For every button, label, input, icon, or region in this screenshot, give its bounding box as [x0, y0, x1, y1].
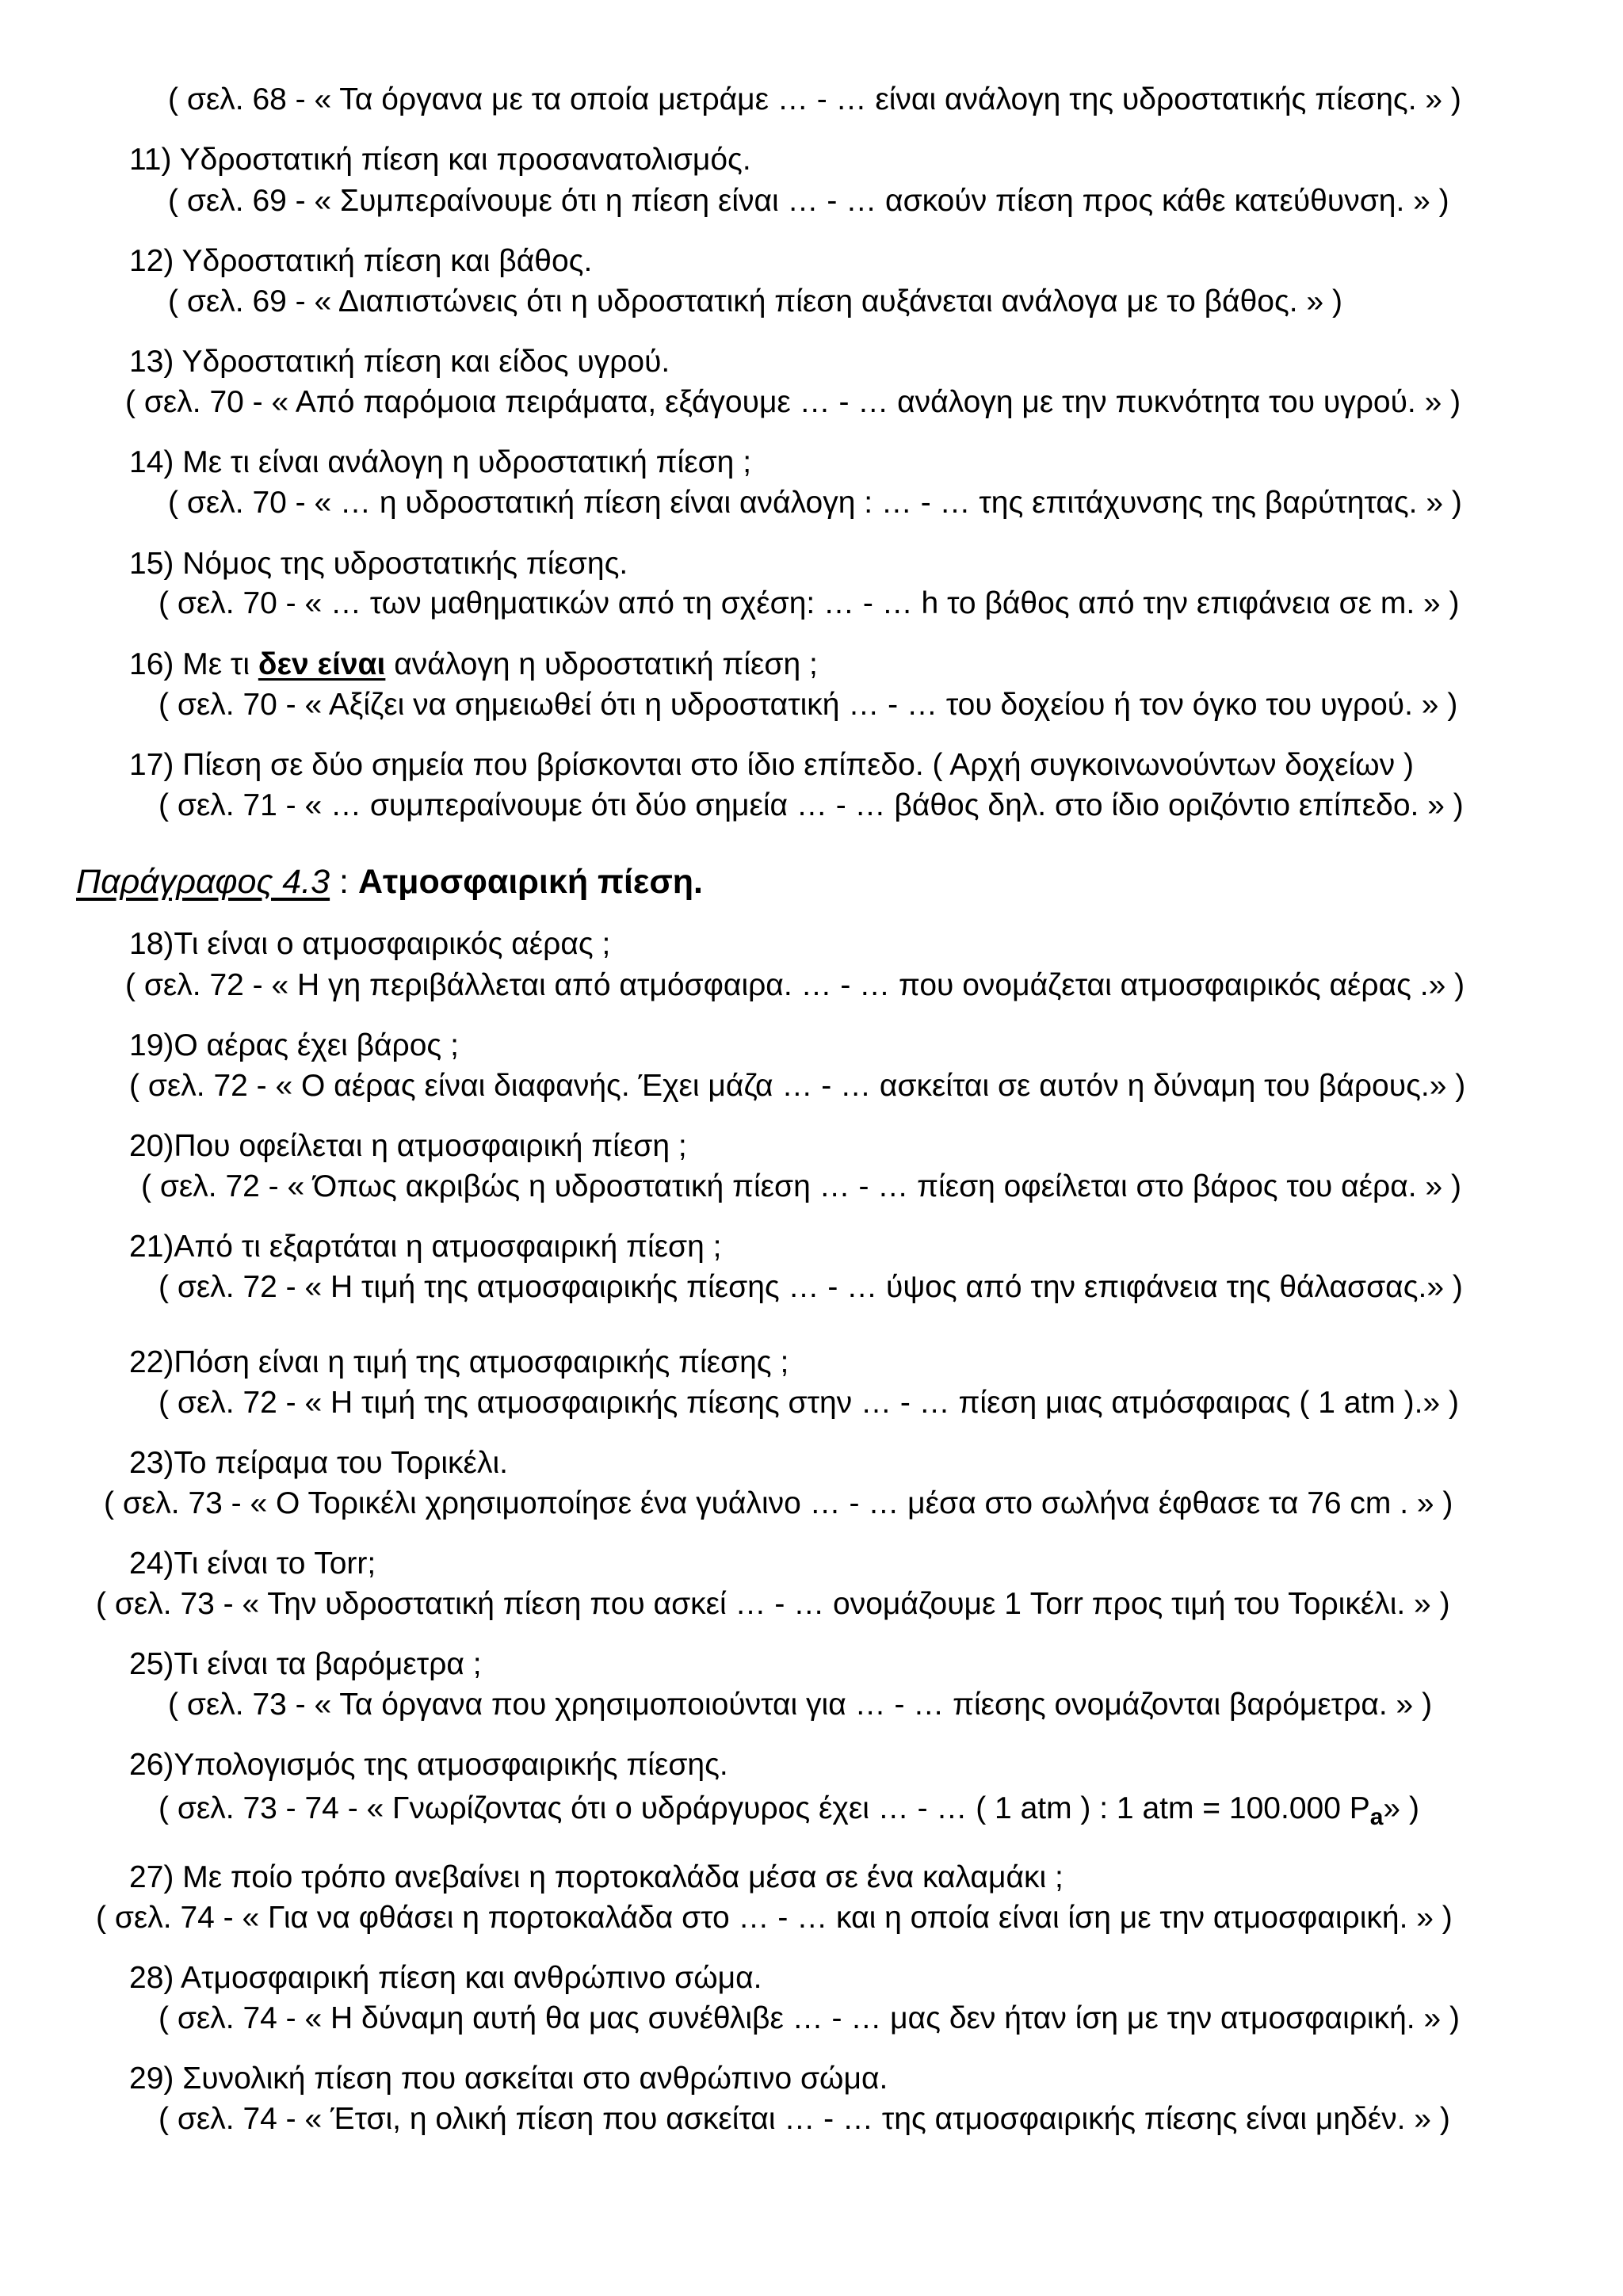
question-11: 11) Υδροστατική πίεση και προσανατολισμός.: [129, 143, 751, 177]
question-16-pre: 16) Με τι: [129, 647, 258, 681]
section-paragraph-number: Παράγραφος 4.3: [76, 863, 330, 901]
section-title: Ατμοσφαιρική πίεση.: [357, 863, 703, 901]
question-26: 26)Υπολογισμός της ατμοσφαιρικής πίεσης.: [129, 1748, 728, 1782]
ref-line-13: ( σελ. 70 - « Από παρόμοια πειράματα, εξάγουμε … - … ανάλογη με την πυκνότητα του υγρού. » ): [125, 385, 1461, 419]
ref-line-16: ( σελ. 70 - « Αξίζει να σημειωθεί ότι η υδροστατική … - … του δοχείου ή τον όγκο του υγρού. » ): [158, 688, 1458, 722]
question-16-post: ανάλογη η υδροστατική πίεση ;: [385, 647, 818, 681]
ref-line-15: ( σελ. 70 - « … των μαθηματικών από τη σχέση: … - … h το βάθος από την επιφάνεια σε m. » ): [158, 586, 1460, 620]
question-27: 27) Με ποίο τρόπο ανεβαίνει η πορτοκαλάδα μέσα σε ένα καλαμάκι ;: [129, 1860, 1064, 1894]
ref-line-12: ( σελ. 69 - « Διαπιστώνεις ότι η υδροστατική πίεση αυξάνεται ανάλογα με το βάθος. » ): [168, 284, 1342, 318]
question-17: 17) Πίεση σε δύο σημεία που βρίσκονται στο ίδιο επίπεδο. ( Αρχή συγκοινωνούντων δοχείων ): [129, 748, 1414, 782]
ref-line-26-subscript: a: [1369, 1804, 1384, 1830]
ref-line-26-post: » ): [1383, 1791, 1419, 1825]
question-14: 14) Με τι είναι ανάλογη η υδροστατική πίεση ;: [129, 445, 752, 479]
ref-line-11: ( σελ. 69 - « Συμπεραίνουμε ότι η πίεση είναι … - … ασκούν πίεση προς κάθε κατεύθυνση. » ): [168, 184, 1449, 218]
ref-line-19: ( σελ. 72 - « Ο αέρας είναι διαφανής. Έχει μάζα … - … ασκείται σε αυτόν η δύναμη του βάρους.» ): [129, 1069, 1466, 1103]
question-20: 20)Που οφείλεται η ατμοσφαιρική πίεση ;: [129, 1129, 687, 1163]
question-23: 23)Το πείραμα του Τορικέλι.: [129, 1446, 508, 1480]
ref-line-17: ( σελ. 71 - « … συμπεραίνουμε ότι δύο σημεία … - … βάθος δηλ. στο ίδιο οριζόντιο επίπεδο. » ): [158, 788, 1464, 822]
ref-line-20: ( σελ. 72 - « Όπως ακριβώς η υδροστατική πίεση … - … πίεση οφείλεται στο βάρος του αέρα. » ): [141, 1169, 1461, 1203]
ref-line-21: ( σελ. 72 - « Η τιμή της ατμοσφαιρικής πίεσης … - … ύψος από την επιφάνεια της θάλασσας.» ): [158, 1270, 1463, 1304]
section-heading: [76, 865, 703, 899]
ref-line-26: [158, 1791, 1419, 1830]
ref-line-24: ( σελ. 73 - « Την υδροστατική πίεση που ασκεί … - … ονομάζουμε 1 Torr προς τιμή του Τορικέλι. » ): [96, 1587, 1450, 1621]
ref-line-22: ( σελ. 72 - « Η τιμή της ατμοσφαιρικής πίεσης στην … - … πίεση μιας ατμόσφαιρας ( 1 atm ).» ): [158, 1386, 1459, 1420]
question-15: 15) Νόμος της υδροστατικής πίεσης.: [129, 547, 628, 581]
question-18: 18)Τι είναι ο ατμοσφαιρικός αέρας ;: [129, 927, 611, 961]
question-16: [129, 649, 818, 680]
question-19: 19)Ο αέρας έχει βάρος ;: [129, 1028, 459, 1062]
ref-line-23: ( σελ. 73 - « Ο Τορικέλι χρησιμοποίησε ένα γυάλινο … - … μέσα στο σωλήνα έφθασε τα 76 cm . » ): [104, 1486, 1453, 1520]
question-24: 24)Τι είναι το Torr;: [129, 1547, 376, 1581]
ref-line-10: ( σελ. 68 - « Τα όργανα με τα οποία μετράμε … - … είναι ανάλογη της υδροστατικής πίεσης. » ): [168, 82, 1461, 116]
question-29: 29) Συνολική πίεση που ασκείται στο ανθρώπινο σώμα.: [129, 2061, 888, 2096]
question-22: 22)Πόση είναι η τιμή της ατμοσφαιρικής πίεσης ;: [129, 1345, 789, 1379]
ref-line-27: ( σελ. 74 - « Για να φθάσει η πορτοκαλάδα στο … - … και η οποία είναι ίση με την ατμοσφαιρική. » ): [96, 1901, 1453, 1935]
ref-line-14: ( σελ. 70 - « … η υδροστατική πίεση είναι ανάλογη : … - … της επιτάχυνσης της βαρύτητας. » ): [168, 486, 1462, 520]
question-28: 28) Ατμοσφαιρική πίεση και ανθρώπινο σώμα.: [129, 1961, 762, 1995]
ref-line-25: ( σελ. 73 - « Τα όργανα που χρησιμοποιούνται για … - … πίεσης ονομάζονται βαρόμετρα. » ): [168, 1688, 1433, 1722]
question-12: 12) Υδροστατική πίεση και βάθος.: [129, 244, 593, 278]
question-16-emphasis: δεν είναι: [258, 647, 386, 681]
ref-line-26-pre: ( σελ. 73 - 74 - « Γνωρίζοντας ότι ο υδράργυρος έχει … - … ( 1 atm ) : 1 atm = 100.000 P: [158, 1791, 1370, 1825]
ref-line-18: ( σελ. 72 - « Η γη περιβάλλεται από ατμόσφαιρα. … - … που ονομάζεται ατμοσφαιρικός αέρας .» ): [125, 968, 1465, 1002]
section-separator: :: [330, 863, 358, 901]
question-13: 13) Υδροστατική πίεση και είδος υγρού.: [129, 345, 670, 379]
question-25: 25)Τι είναι τα βαρόμετρα ;: [129, 1647, 482, 1681]
question-21: 21)Από τι εξαρτάται η ατμοσφαιρική πίεση ;: [129, 1230, 722, 1264]
ref-line-28: ( σελ. 74 - « Η δύναμη αυτή θα μας συνέθλιβε … - … μας δεν ήταν ίση με την ατμοσφαιρική. » ): [158, 2001, 1460, 2035]
ref-line-29: ( σελ. 74 - « Έτσι, η ολική πίεση που ασκείται … - … της ατμοσφαιρικής πίεσης είναι μηδέν. » ): [158, 2102, 1450, 2136]
